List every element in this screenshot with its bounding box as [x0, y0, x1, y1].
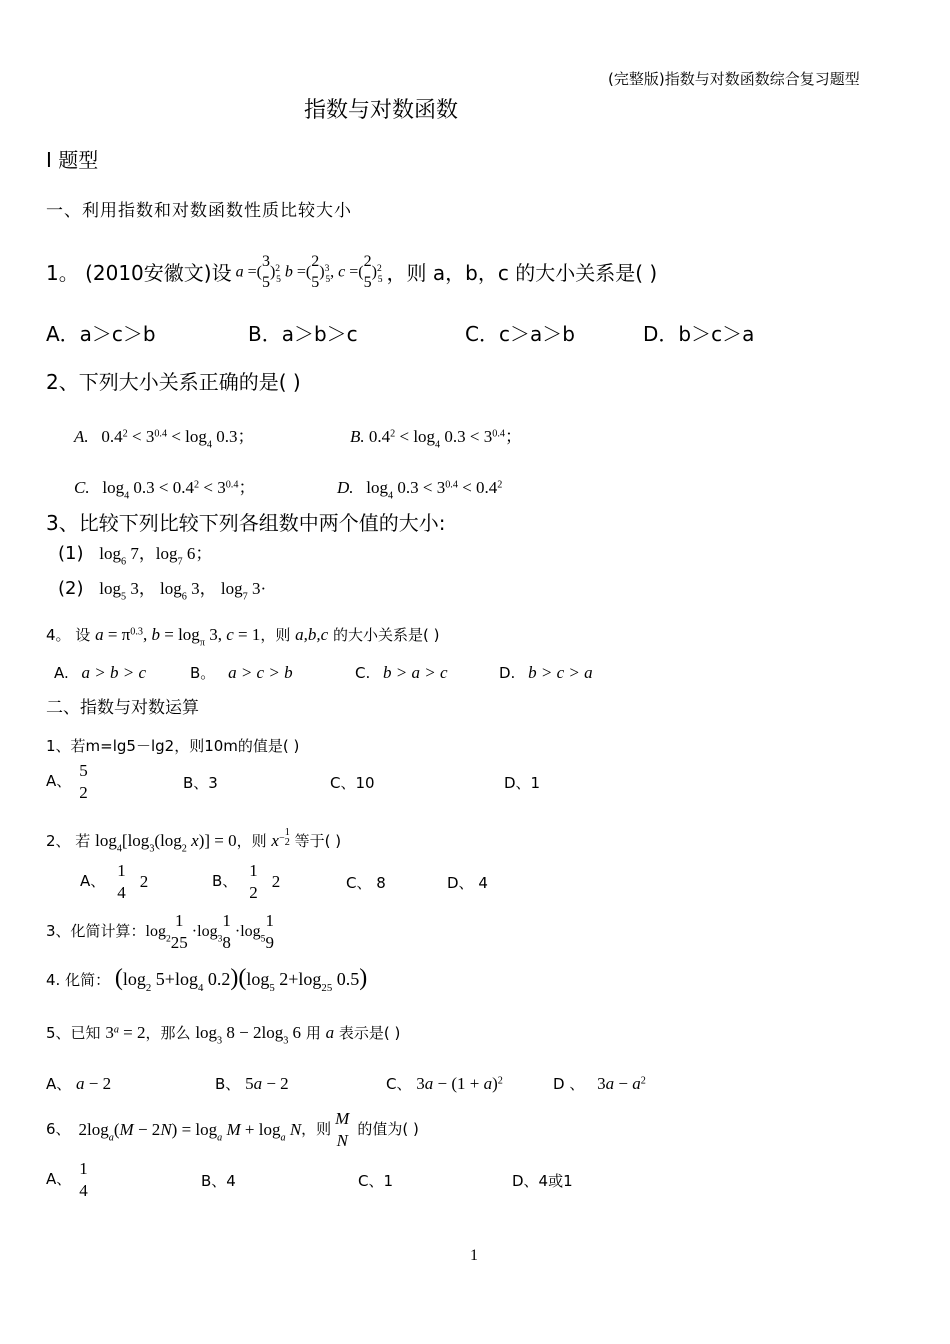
- p2-q6-option-a: A、 1 4: [46, 1159, 88, 1200]
- q4-option-b: B。 a > c > b: [190, 663, 293, 682]
- p2-question-2: 2、 若 $\log_4[\log_3(\log_2$ x)] = 0，则 $x^{- 1 2}$ 等于( ): [46, 827, 342, 855]
- page-title: 指数与对数函数: [304, 98, 459, 123]
- question-1: [46, 254, 657, 292]
- page-number: 1: [470, 1247, 478, 1264]
- q2-option-d: D. $\log_4 0.3 < 3^{0.4} < 0.4^2$: [337, 478, 503, 502]
- p2-q2-option-b: B、 1 2 2: [212, 861, 281, 902]
- p2-q2-option-d: D、 4: [447, 874, 488, 892]
- p2-question-4: 4. 化简： ($\log_2$ $5+\log_4$ $0.2)(\log_5$ $2+\log_{25}$ 0.5): [46, 965, 368, 994]
- q2-option-b: B. $0.4^2 < \log_4 0.3 < 3^{0.4}$；: [350, 427, 522, 451]
- q1-suffix: ，则 a，b，c 的大小关系是( ): [386, 260, 658, 285]
- p2-question-6: 6、 $2\log_a(M - 2N) = \log_a M + \log_a N$ ，则 M N 的值为( ): [46, 1109, 419, 1150]
- q3-sub2-label: (2): [58, 578, 84, 599]
- part2-heading: 二、指数与对数运算: [46, 698, 199, 718]
- p2-q6-option-b: B、4: [201, 1172, 236, 1190]
- p2-q1-option-a: A、 5 2: [46, 761, 88, 802]
- q3-sub1: (1) $\log_6 7$，$\log_7 6$；: [58, 543, 213, 568]
- q3-sub1-label: (1): [58, 543, 84, 564]
- p2-q5-option-d: D 、 $3a - a^2$: [553, 1074, 646, 1093]
- q3-sub2: (2) $\log_5 3$， $\log_6 3$， $\log_7 3\cdot$: [58, 578, 267, 603]
- p2-q1-option-d: D、1: [504, 774, 541, 792]
- q4-option-d: D. b > c > a: [499, 663, 593, 682]
- question-2: 2、下列大小关系正确的是( ): [46, 370, 301, 394]
- q2-option-a: A. $0.4^2 < 3^{0.4} < \log_4 0.3$；: [74, 427, 255, 451]
- section-heading: Ⅰ 题型: [46, 148, 99, 172]
- p2-q6-option-c: C、1: [358, 1172, 394, 1190]
- p2-q5-option-a: A、 a − 2: [46, 1074, 112, 1093]
- q1-option-b: B．a＞b＞c: [248, 322, 358, 346]
- q1-option-d: D．b＞c＞a: [643, 322, 755, 346]
- p2-question-5: 5、已知 $3^a = 2$，那么 $\log_3 8 - 2\log_3$ 6 用 a 表示是( ): [46, 1023, 401, 1047]
- q4-option-c: C. b > a > c: [355, 663, 448, 682]
- p2-q5-option-b: B、 5a − 2: [215, 1074, 289, 1093]
- p2-q5-option-c: C、 $3a - (1 + a)^2$: [386, 1074, 503, 1093]
- q2-option-c: C. $\log_4 0.3 < 0.4^2 < 3^{0.4}$；: [74, 478, 256, 502]
- q1-option-a: A．a＞c＞b: [46, 322, 156, 346]
- p2-question-1: 1、若m=lg5－lg2，则10m的值是( ): [46, 737, 300, 755]
- q1-formula: a =( 3 5 )$^2_5$ b =( 2 5 )$^3_5$, c =( 2 5 )$^2_5$: [235, 253, 383, 291]
- question-4: 4。 设 $a = \pi^{0.3}$, $b = \log_\pi 3$, c = 1，则 a,b,c 的大小关系是( ): [46, 625, 440, 649]
- p2-q6-option-d: D、4或1: [512, 1172, 573, 1190]
- p2-q1-option-c: C、10: [330, 774, 375, 792]
- q4-option-a: A. a > b > c: [54, 663, 147, 682]
- part1-heading: 一、利用指数和对数函数性质比较大小: [46, 201, 352, 221]
- p2-q2-option-c: C、 8: [346, 874, 386, 892]
- q1-prefix: 1。 (2010安徽文)设: [46, 260, 232, 285]
- page-header: (完整版)指数与对数函数综合复习题型: [608, 70, 860, 88]
- p2-question-3: 3、化简计算： $\log_2$ 1 25 $\cdot\log_3$ 1 8 $\cdot\log_5$ 1 9: [46, 911, 274, 952]
- q1-option-c: C．c＞a＞b: [465, 322, 575, 346]
- p2-q2-option-a: A、 1 4 2: [80, 861, 149, 902]
- p2-q1-option-b: B、3: [183, 774, 218, 792]
- question-3: 3、比较下列比较下列各组数中两个值的大小:: [46, 511, 446, 535]
